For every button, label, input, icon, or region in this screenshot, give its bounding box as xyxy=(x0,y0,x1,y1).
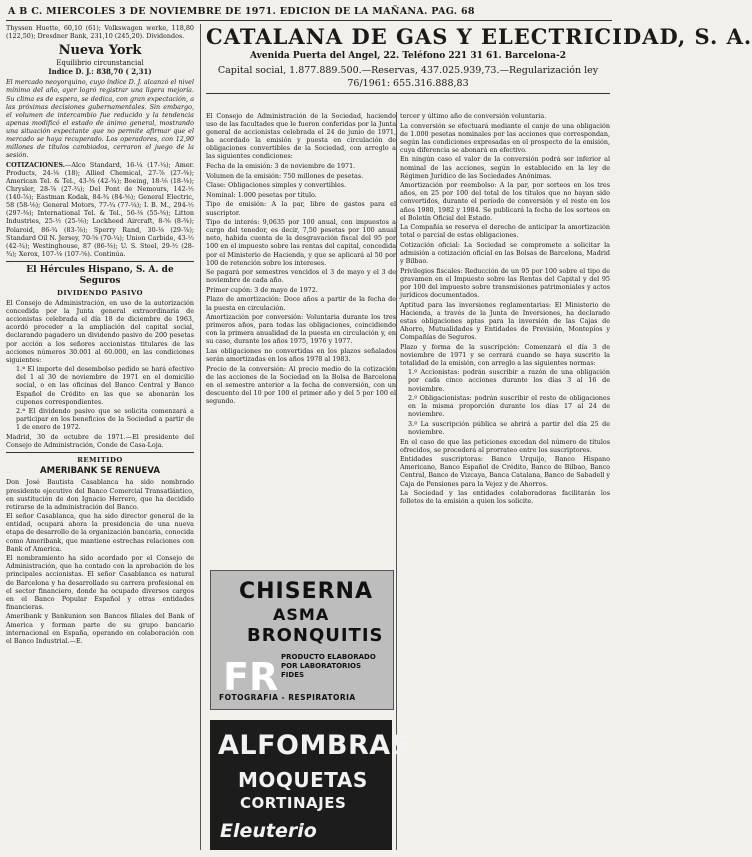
catalana-banner xyxy=(206,24,752,94)
ameribank-paragraph: El nombramiento ha sido acordado por el Consejo de Administración, que ha contado con la aprobación de los principales accionistas. El señor Casablanca es natural de Barcelona y ha desarrollado su carrera profesional en el sector financiero, donde ha ocupado diversos cargos en el Banco Popular Español y otras entidades financieras. xyxy=(6,554,194,611)
conditions-paragraph: Plazo y forma de la suscripción: Comenzará el día 3 de noviembre de 1971 y se cerrará cuando se haya suscrito la totalidad de la emisión, con arreglo a las siguientes normas: xyxy=(400,342,610,367)
ad-line: ASMA xyxy=(273,605,330,624)
emission-field: Plazo de amortización: Doce años a partir de la fecha de la puesta en circulación. xyxy=(206,295,396,312)
conditions-paragraph: La conversión se efectuará mediante el canje de una obligación de 1.000 pesetas nominales por las acciones que correspondan, según las condiciones expresadas en el prospecto de la emisión, cuya diferencia se abonará en efectivo. xyxy=(400,121,610,154)
cotizaciones-text: —Alco Standard, 16-¼ (17-¼); Amer. Products, 24-⅛ (18); Allied Chemical, 27-⅞ (27-⅜); American Tel. & Tel., 43-⅝ (42-¾); Boeing, 18-⅛ (18-⅛); Chrysler, 28-⅞ (27-¾); Del Pont de Nemours, 142-½ (140-⅞); Eastman Kodak, 84-¾ (84-⅝); General Electric, 58 (58-⅛); General Motors, 77-¾ (77-¼); I. B. M., 294-½ (297-⅜); International Tel. & Tel., 56-⅛ (55-⅝); Litton Industries, 25-½ (25-⅛); Lockheed Aircraft, 8-⅝ (8-⅜); Polaroid, 86-¾ (83-⅞); Sperry Rand, 30-⅛ (29-⅞); Standard Oil N. Jersey, 70-⅝ (70-¼); Union Carbide, 43-½ (42-¾); Westinghouse, 87 (86-⅜); U. S. Steel, 29-½ (28-¾); Xerox, 107-⅛ (107-⅝). Continúa. xyxy=(6,160,194,258)
emission-field: Tipo de emisión: A la par, libre de gastos para el suscriptor. xyxy=(206,200,396,217)
bronquitis-advertisement xyxy=(210,570,394,710)
ad-line: FOTOGRAFIA - RESPIRATORIA xyxy=(219,693,356,702)
ad-line: CHISERNA xyxy=(239,579,373,604)
emission-field: Nominal: 1.000 pesetas por título. xyxy=(206,190,317,199)
conditions-paragraph: Aptitud para las inversiones reglamentarias: El Ministerio de Hacienda, a través de la Junta de Inversiones, ha declarado estas obligaciones aptas para la inversión de las Cajas de Ahorro, Mutualidades y Entidades de Previsión, Montepíos y Compañías de Seguros. xyxy=(400,300,610,341)
hispano-item: 2.ª El dividendo pasivo que se solicita comenzará a participar en los beneficios de la Sociedad a partir de 1 de enero de 1972. xyxy=(16,407,194,432)
nueva-york-subheading: Equilibrio circunstancial xyxy=(56,59,144,68)
nueva-york-heading: Nueva York xyxy=(58,43,142,59)
top-rule xyxy=(6,20,612,21)
emission-intro: El Consejo de Administración de la Sociedad, haciendo uso de las facultades que le fueron conferidas por la Junta general de accionistas celebrada el 24 de junio de 1971, ha acordado la emisión y puesta en circulación de obligaciones convertibles de la Sociedad, con arreglo a las siguientes condiciones: xyxy=(206,112,396,161)
ameribank-heading: AMERIBANK SE RENUEVA xyxy=(40,466,160,477)
column-right xyxy=(400,112,610,507)
emission-field: Tipo de interés: 9,0635 por 100 anual, con impuestos a cargo del tenedor, es decir, 7,50 pesetas por 100 anual neto, habida cuenta de la desgravación fiscal del 95 por 100 en el impuesto sobre las rentas del capital, concedida por el Ministerio de Hacienda, y que se aplicará al 50 por 100 de retención sobre los intereses. xyxy=(206,218,396,267)
hispano-paragraph: El Consejo de Administración, en uso de la autorización concedida por la Junta general extraordinaria de accionistas celebrada el día 18 de diciembre de 1963, acordó proceder a la ampliación del capital social, declarando pagadero un dividendo pasivo de 200 pesetas por acción a los señores accionistas titulares de las acciones números 30.001 al 60.000, en las condiciones siguientes: xyxy=(6,299,194,364)
ameribank-paragraph: Don José Bautista Casablanca ha sido nombrado presidente ejecutivo del Banco Comercial Transatlántico, en sustitución de don Ignacio Herrero, que ha decidido retirarse de la administración del Banco. xyxy=(6,478,194,511)
ameribank-paragraph: El señor Casablanca, que ha sido director general de la entidad, ocupará ahora la presidencia de una nueva etapa de desarrollo de la organización bancaria, conocida como Ameribank, que mantiene estrechas relaciones con Bank of America. xyxy=(6,512,194,553)
separator xyxy=(6,261,194,262)
ad-line: CORTINAJES xyxy=(240,794,347,812)
ad-brand: Eleuterio xyxy=(220,820,317,842)
catalana-capital: Capital social, 1.877.889.500.—Reservas, 437.025.939,73.—Regularización ley 76/1961: 655.316.888,83 xyxy=(217,65,599,89)
alfombras-advertisement xyxy=(210,720,411,850)
ad-brand-logo: FR xyxy=(223,655,279,699)
emission-field: Precio de la conversión: Al precio medio de la cotización de las acciones de la Sociedad en la Bolsa de Barcelona en el semestre anterior a la fecha de conversión, con un descuento del 10 por 100 el primer año y del 5 por 100 el segundo. xyxy=(206,364,396,406)
cotizaciones-paragraph xyxy=(6,161,194,258)
separator xyxy=(6,452,194,453)
emission-field: Clase: Obligaciones simples y convertibles. xyxy=(206,181,347,190)
dow-jones-index: Indice D. J.: 838,70 ( 2,31) xyxy=(48,67,152,77)
conditions-paragraph: En el caso de que las peticiones excedan del número de títulos ofrecidos, se procederá al prorrateo entre los suscriptores. xyxy=(400,437,610,454)
column-divider xyxy=(200,24,201,850)
ad-line: ALFOMBRAS xyxy=(218,730,411,761)
emission-field: Fecha de la emisión: 3 de noviembre de 1971. xyxy=(206,162,356,171)
conditions-paragraph: La Compañía se reserva el derecho de anticipar la amortización total o parcial de estas obligaciones. xyxy=(400,223,610,240)
subscription-item: 3.º La suscripción pública se abrirá a partir del día 25 de noviembre. xyxy=(408,419,610,436)
cotizaciones-label: COTIZACIONES. xyxy=(6,160,65,169)
conditions-paragraph: Cotización oficial: La Sociedad se compromete a solicitar la admisión a cotización oficial en las Bolsas de Barcelona, Madrid y Bilbao. xyxy=(400,240,610,266)
remitido-label: REMITIDO xyxy=(77,456,123,465)
hercules-hispano-heading: El Hércules Hispano, S. A. de Seguros xyxy=(26,264,174,286)
hispano-item: 1.ª El importe del desembolso pedido se hará efectivo del 1 al 30 de noviembre de 1971 en el domicilio social, o en las oficinas del Banco Central y Banco Español de Crédito en las que se abonarán los cupones correspondientes. xyxy=(16,365,194,406)
ameribank-paragraph: Ameribank y Bankunion son Bancos filiales del Bank of America y forman parte de su grupo bancario internacional en España, operando en colaboración con el Banco Industrial.—E. xyxy=(6,612,194,645)
nueva-york-paragraph: El mercado neoyorquino, cuyo índice D. J. alcanzó el nivel mínimo del año, ayer logró registrar una ligera mejoría. Su clima es de espera, se dedica, con gran expectación, a las próximas decisiones gubernamentales. Sin embargo, el volumen de intercambio fue reducido y la tendencia apenas modificó el estado de ánimo general, mostrando una situación expectante que no permite afirmar que el mercado se haya recuperado. Los operadores, con 12,90 millones de títulos cambiados, cerraron el juego de la sesión. xyxy=(6,78,194,160)
ad-line: BRONQUITIS xyxy=(247,625,384,646)
ad-line: MOQUETAS xyxy=(238,768,368,792)
emission-field: Las obligaciones no convertidas en los plazos señalados serán amortizadas en los años 1978 al 1983. xyxy=(206,347,396,364)
dividendo-pasivo-heading: DIVIDENDO PASIVO xyxy=(56,288,144,297)
conditions-paragraph: Amortización por reembolso: A la par, por sorteos en los tres años, en 25 por 100 del total de los títulos que no hayan sido convertidos, durante el período de conversión y el resto en los años 1980, 1982 y 1984. Se publicará la fecha de los sorteos en el Boletín Oficial del Estado. xyxy=(400,181,610,222)
market-lines-top: Thyssen Huette, 60,10 (61); Volkswagen werke, 118,80 (122,50); Dresdner Bank, 231,10 (245,20). Dividendos. xyxy=(6,24,194,41)
ad-line: PRODUCTO ELABORADO POR LABORATORIOS FIDES xyxy=(281,653,376,679)
column-left xyxy=(6,24,194,646)
catalana-address: Avenida Puerta del Angel, 22. Teléfono 221 31 61. Barcelona-2 xyxy=(250,51,566,61)
conditions-paragraph: tercer y último año de conversión voluntaria. xyxy=(400,112,547,120)
conditions-paragraph: Entidades suscriptoras: Banco Urquijo, Banco Hispano Americano, Banco Español de Crédito, Banco de Bilbao, Banco Central, Banco de Vizcaya, Banca Catalana, Banco de Sabadell y Caja de Pensiones para la Vejez y de Ahorros. xyxy=(400,455,610,488)
conditions-paragraph: La Sociedad y las entidades colaboradoras facilitarán los folletos de la emisión a quien los solicite. xyxy=(400,489,610,506)
subscription-item: 2.º Obligacionistas: podrán suscribir el resto de obligaciones en la misma proporción durante los días 17 al 24 de noviembre. xyxy=(408,394,610,419)
catalana-title: CATALANA DE GAS Y ELECTRICIDAD, S. A. xyxy=(206,24,752,49)
emission-field: Amortización por conversión: Voluntaria durante los tres primeros años, para todas las obligaciones, coincidiendo con la primera anualidad de la puesta en circulación y, en su caso, durante los años 1975, 1976 y 1977. xyxy=(206,313,396,346)
conditions-paragraph: Privilegios fiscales: Reducción de un 95 por 100 sobre el tipo de gravamen en el Impuesto sobre las Rentas del Capital y del 95 por 100 del impuesto sobre transmisiones patrimoniales y actos jurídicos documentados. xyxy=(400,266,610,299)
hispano-signature: Madrid, 30 de octubre de 1971.—El presidente del Consejo de Administración, Conde de Casa-Loja. xyxy=(6,433,194,450)
emission-field: Primer cupón: 3 de mayo de 1972. xyxy=(206,285,318,294)
column-middle xyxy=(206,112,396,407)
subscription-item: 1.º Accionistas: podrán suscribir a razón de una obligación por cada cinco acciones durante los días 3 al 16 de noviembre. xyxy=(408,368,610,393)
emission-field: Volumen de la emisión: 750 millones de pesetas. xyxy=(206,171,364,180)
emission-field: Se pagará por semestres vencidos el 3 de mayo y el 3 de noviembre de cada año. xyxy=(206,268,396,285)
conditions-paragraph: En ningún caso el valor de la conversión podrá ser inferior al nominal de las acciones, según lo establecido en la ley de Régimen Jurídico de las Sociedades Anónimas. xyxy=(400,155,610,180)
running-head: A B C. MIERCOLES 3 DE NOVIEMBRE DE 1971. EDICION DE LA MAÑANA. PAG. 68 xyxy=(8,6,475,17)
